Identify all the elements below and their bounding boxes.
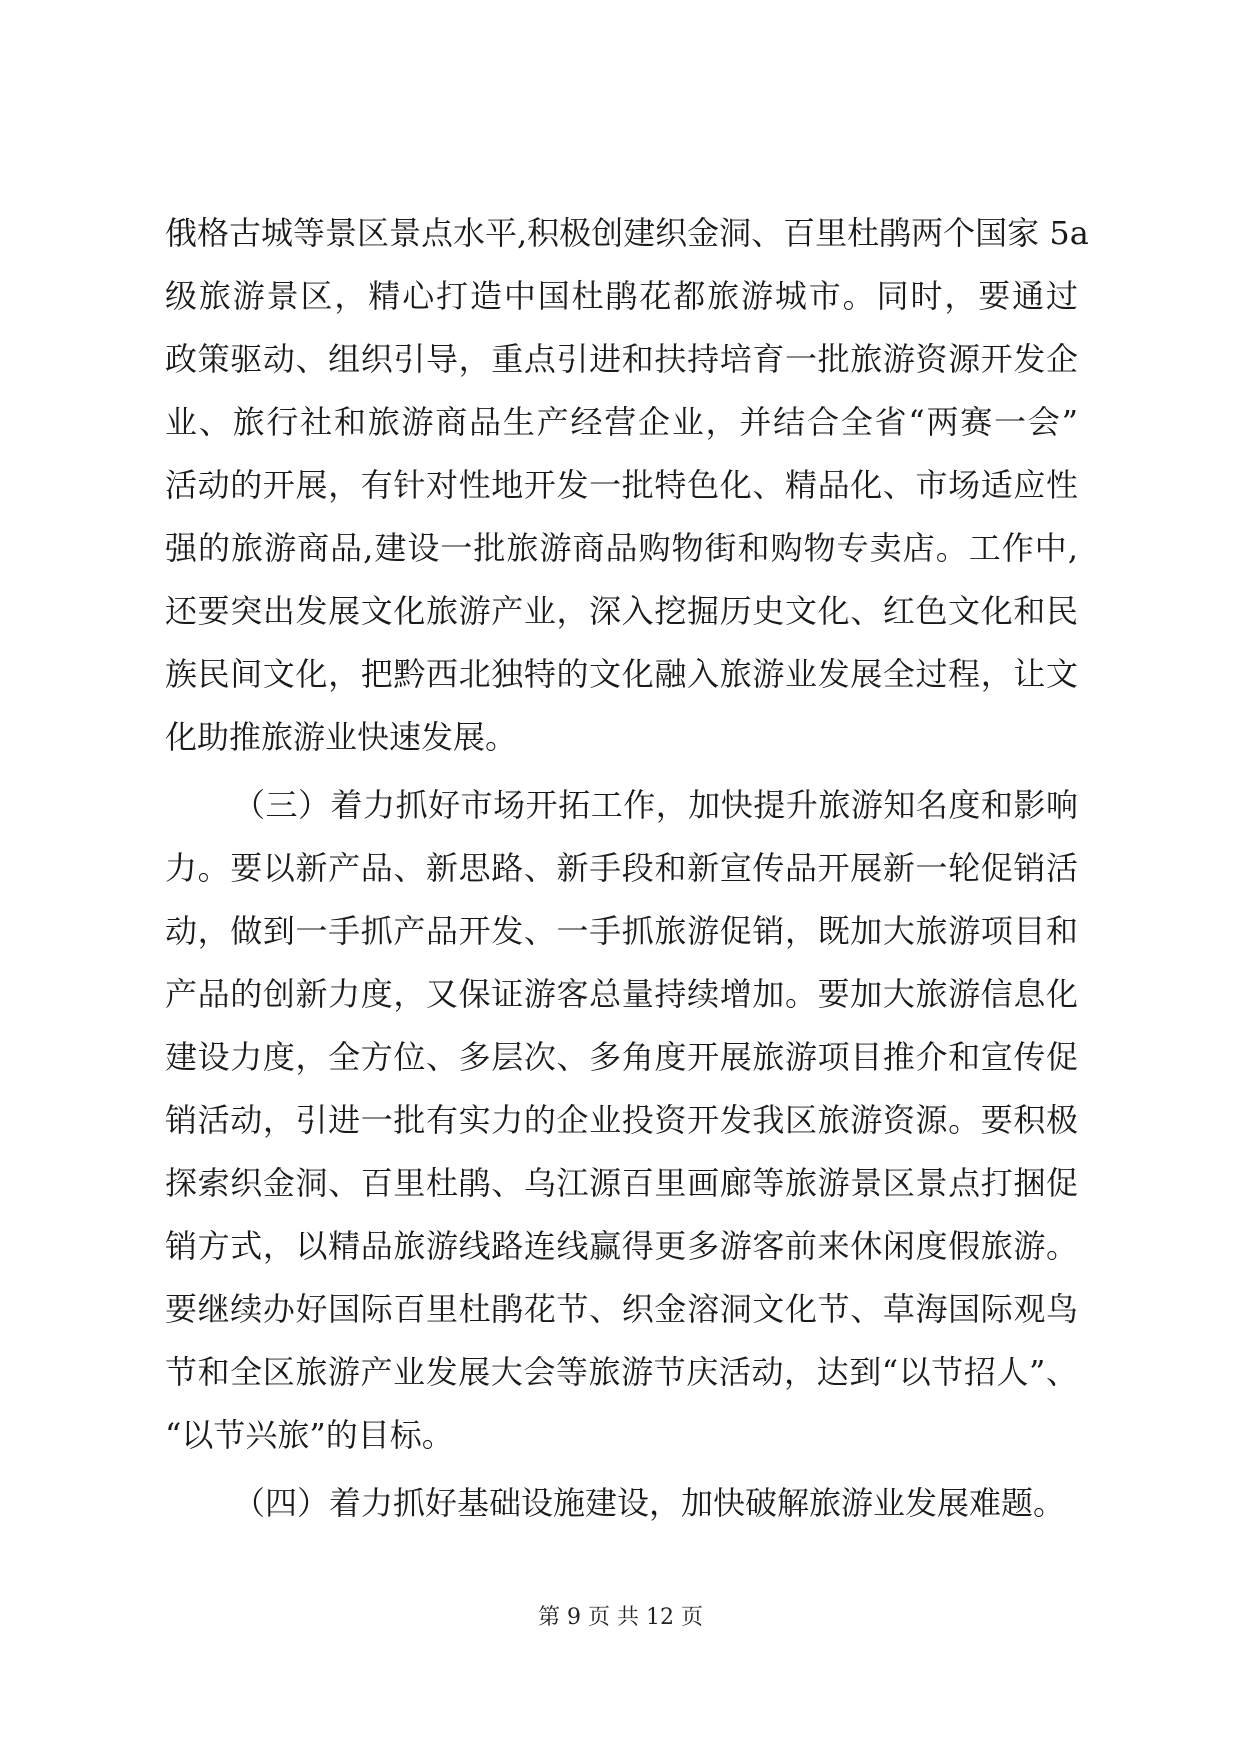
text-line: 化助推旅游业快速发展。 <box>165 718 518 756</box>
text-line: 强的旅游商品,建设一批旅游商品购物街和购物专卖店。工作中, <box>165 529 1078 567</box>
text-line: 政策驱动、组织引导，重点引进和扶持培育一批旅游资源开发企 <box>165 340 1078 378</box>
text-line: 产品的创新力度，又保证游客总量持续增加。要加大旅游信息化 <box>165 975 1078 1013</box>
document-body <box>165 202 1089 1535</box>
text-line: 还要突出发展文化旅游产业，深入挖掘历史文化、红色文化和民 <box>165 592 1078 630</box>
paragraph-2 <box>165 774 1078 1467</box>
text-line: 建设力度，全方位、多层次、多角度开展旅游项目推介和宣传促 <box>165 1038 1078 1076</box>
text-line: （四）着力抓好基础设施建设，加快破解旅游业发展难题。 <box>233 1484 1066 1522</box>
text-line: （三）着力抓好市场开拓工作，加快提升旅游知名度和影响 <box>233 786 1078 824</box>
text-line: 活动的开展，有针对性地开发一批特色化、精品化、市场适应性 <box>165 466 1078 504</box>
text-line: 销活动，引进一批有实力的企业投资开发我区旅游资源。要积极 <box>165 1101 1078 1139</box>
text-line: 俄格古城等景区景点水平,积极创建织金洞、百里杜鹃两个国家 5a <box>165 214 1089 252</box>
paragraph-3 <box>165 1472 1078 1535</box>
text-line: 要继续办好国际百里杜鹃花节、织金溶洞文化节、草海国际观鸟 <box>165 1290 1078 1328</box>
text-line: “以节兴旅”的目标。 <box>165 1416 454 1454</box>
text-line: 业、旅行社和旅游商品生产经营企业，并结合全省“两赛一会” <box>165 403 1078 441</box>
text-line: 力。要以新产品、新思路、新手段和新宣传品开展新一轮促销活 <box>165 849 1078 887</box>
text-line: 动，做到一手抓产品开发、一手抓旅游促销，既加大旅游项目和 <box>165 912 1078 950</box>
page-number-footer: 第 9 页 共 12 页 <box>538 1605 703 1630</box>
text-line: 族民间文化，把黔西北独特的文化融入旅游业发展全过程，让文 <box>165 655 1078 693</box>
text-line: 销方式，以精品旅游线路连线赢得更多游客前来休闲度假旅游。 <box>165 1227 1078 1265</box>
text-line: 探索织金洞、百里杜鹃、乌江源百里画廊等旅游景区景点打捆促 <box>165 1164 1078 1202</box>
paragraph-1 <box>165 202 1089 769</box>
text-line: 节和全区旅游产业发展大会等旅游节庆活动，达到“以节招人”、 <box>165 1353 1078 1391</box>
text-line: 级旅游景区，精心打造中国杜鹃花都旅游城市。同时，要通过 <box>165 277 1078 315</box>
